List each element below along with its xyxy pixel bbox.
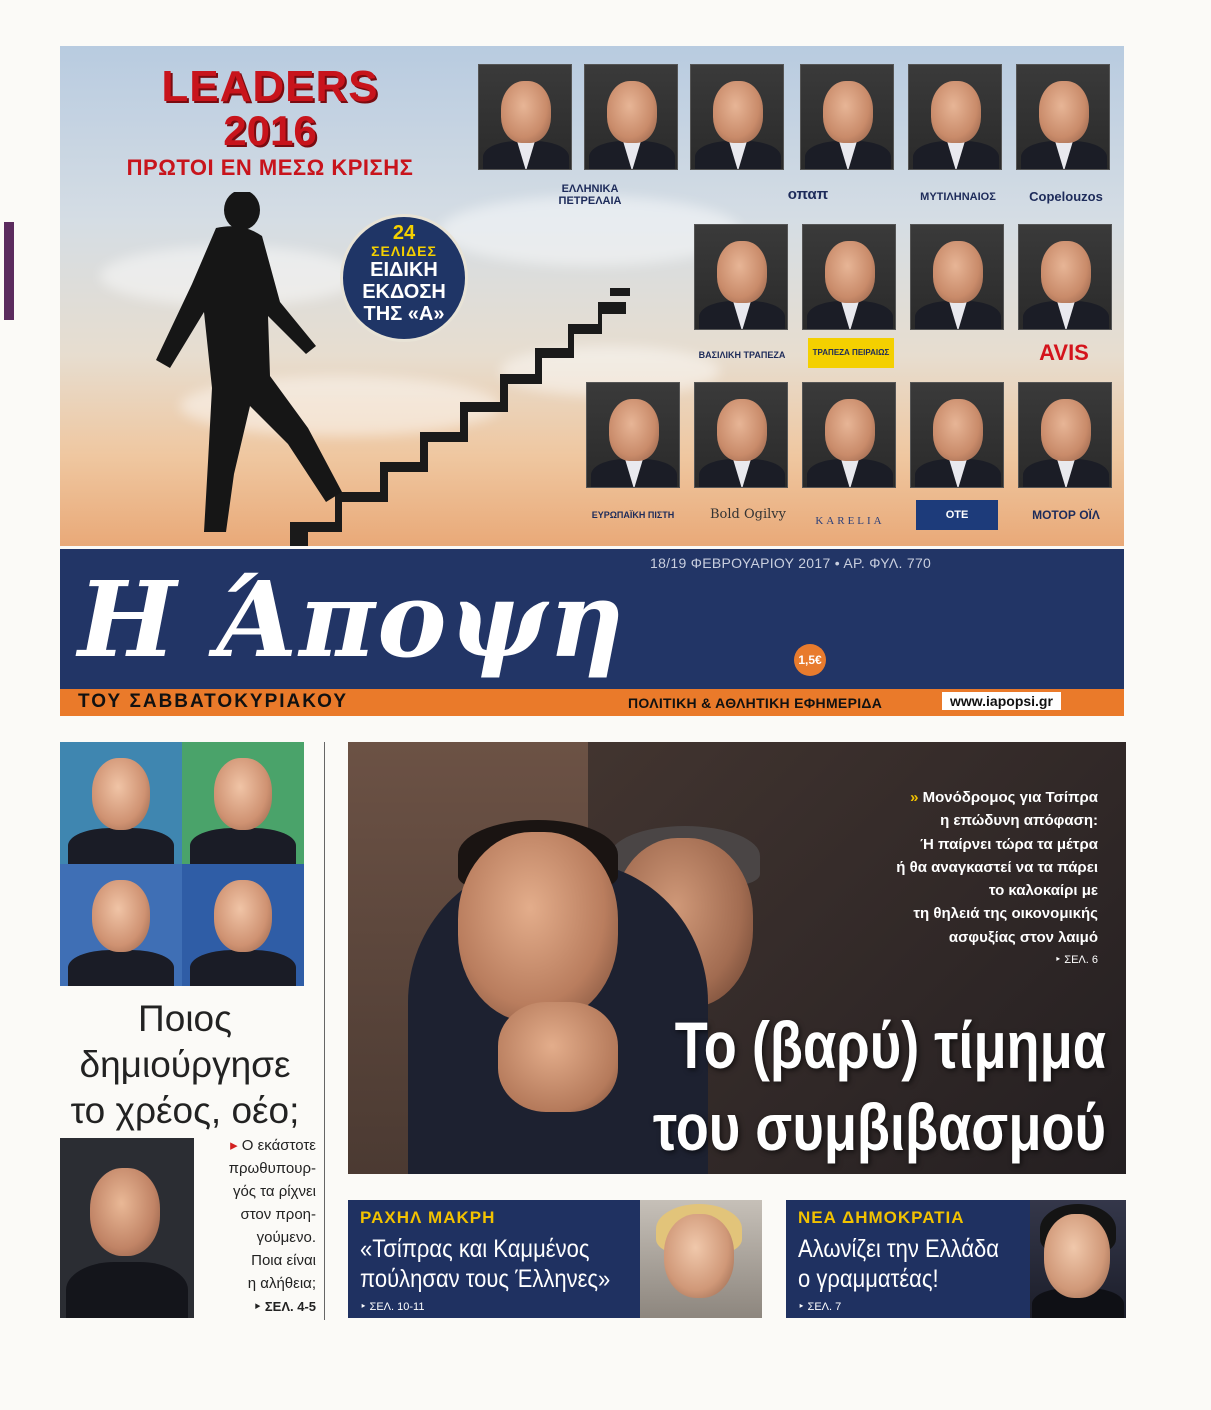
story-box-makri[interactable] bbox=[348, 1200, 762, 1318]
page-edge-mark bbox=[4, 222, 14, 320]
box-headline-line: ο γραμματέας! bbox=[798, 1265, 939, 1293]
page-ref-arrow-icon: ‣ bbox=[253, 1299, 265, 1314]
paper-description: ΠΟΛΙΤΙΚΗ & ΑΘΛΗΤΙΚΗ ΕΦΗΜΕΡΙΔΑ bbox=[628, 695, 883, 711]
badge-line4: ΕΚΔΟΣΗ bbox=[362, 281, 446, 303]
newspaper-title[interactable]: Η Άποψη bbox=[78, 558, 627, 681]
prime-ministers-grid[interactable] bbox=[60, 742, 304, 986]
leaders-banner[interactable] bbox=[60, 46, 1124, 546]
logo-bank: ΒΑΣΙΛΙΚΗ ΤΡΑΠΕΖΑ bbox=[698, 350, 786, 360]
badge-line5: ΤΗΣ «Α» bbox=[363, 303, 445, 325]
leader-portrait bbox=[694, 224, 788, 330]
copy-line: Ποια είναι bbox=[251, 1252, 316, 1269]
main-story-deck bbox=[818, 786, 1098, 972]
leader-portrait bbox=[1018, 382, 1112, 488]
main-headline bbox=[647, 1004, 1106, 1168]
logo-opap: οπαπ bbox=[787, 186, 829, 203]
leader-portrait bbox=[908, 64, 1002, 170]
varoufakis-photo bbox=[60, 1138, 194, 1318]
leaders-title: LEADERS bbox=[161, 62, 379, 111]
badge-line3: ΕΙΔΙΚΗ bbox=[370, 259, 438, 281]
copy-line: πρωθυπουρ- bbox=[228, 1160, 316, 1177]
logo-hellenic-petroleum: ΕΛΛΗΝΙΚΑ ΠΕΤΡΕΛΑΙΑ bbox=[558, 183, 622, 207]
page-ref[interactable]: ΣΕΛ. 10-11 bbox=[369, 1301, 425, 1313]
main-headline-line: του συμβιβασμού bbox=[653, 1090, 1106, 1164]
special-edition-badge bbox=[340, 214, 468, 342]
left-headline[interactable] bbox=[60, 996, 310, 1134]
box-headline bbox=[360, 1234, 610, 1294]
leader-portrait bbox=[802, 382, 896, 488]
logo-bold-ogilvy: Bold Ogilvy bbox=[710, 507, 786, 522]
deck-line: τη θηλειά της οικονομικής bbox=[913, 905, 1098, 923]
logo-avis: AVIS bbox=[1039, 340, 1089, 365]
edition-label: ΤΟΥ ΣΑΒΒΑΤΟΚΥΡΙΑΚΟΥ bbox=[78, 691, 349, 712]
price-badge: 1,5€ bbox=[794, 644, 826, 676]
makri-photo bbox=[640, 1200, 762, 1318]
left-headline-line: το χρέος, οέο; bbox=[70, 1090, 300, 1131]
website-link[interactable]: www.iapopsi.gr bbox=[942, 692, 1061, 710]
deck-line: η επώδυνη απόφαση: bbox=[940, 812, 1098, 830]
box-headline-line: «Τσίπρας και Καμμένος bbox=[360, 1235, 590, 1263]
leader-portrait bbox=[694, 382, 788, 488]
red-arrow-icon: ▸ bbox=[230, 1137, 242, 1154]
secretary-photo bbox=[1030, 1200, 1126, 1318]
leader-portrait bbox=[690, 64, 784, 170]
left-story-copy bbox=[196, 1134, 316, 1318]
column-divider bbox=[324, 742, 325, 1320]
masthead bbox=[60, 549, 1124, 689]
box-headline-line: πούλησαν τους Έλληνες» bbox=[360, 1265, 611, 1293]
deck-line: Ή παίρνει τώρα τα μέτρα bbox=[920, 835, 1098, 853]
leader-portrait bbox=[802, 224, 896, 330]
masthead-strip bbox=[60, 689, 1124, 716]
badge-pages-label: ΣΕΛΙΔΕΣ bbox=[371, 243, 437, 259]
main-headline-line: Το (βαρύ) τίμημα bbox=[674, 1008, 1106, 1082]
logo-eurolife: ΕΥΡΩΠΑΪΚΗ ΠΙΣΤΗ bbox=[591, 510, 675, 520]
logo-motor-oil: ΜΟΤΟΡ ΟΪΛ bbox=[1032, 508, 1100, 522]
page-ref-arrow-icon: ‣ bbox=[360, 1301, 370, 1313]
box-headline bbox=[798, 1234, 999, 1294]
page-ref[interactable]: ΣΕΛ. 6 bbox=[1064, 954, 1098, 967]
box-kicker: ΝΕΑ ΔΗΜΟΚΡΑΤΙΑ bbox=[798, 1208, 965, 1227]
copy-line: στον προη- bbox=[240, 1206, 316, 1223]
leader-portrait bbox=[586, 382, 680, 488]
main-story[interactable] bbox=[348, 742, 1126, 1174]
issue-date: 18/19 ΦΕΒΡΟΥΑΡΙΟΥ 2017 • ΑΡ. ΦΥΛ. 770 bbox=[650, 555, 932, 571]
box-kicker: ΡΑΧΗΛ ΜΑΚΡΗ bbox=[360, 1208, 496, 1227]
page-ref-arrow-icon: ‣ bbox=[798, 1301, 808, 1313]
leader-portrait bbox=[1016, 64, 1110, 170]
copy-line: η αλήθεια; bbox=[247, 1275, 316, 1292]
leaders-title-block bbox=[80, 64, 460, 182]
double-arrow-icon: » bbox=[910, 789, 923, 806]
logo-mytilineos: ΜΥΤΙΛΗΝΑΙΟΣ bbox=[920, 191, 996, 203]
leader-portrait bbox=[478, 64, 572, 170]
page-ref[interactable]: ΣΕΛ. 7 bbox=[807, 1301, 842, 1313]
pm-photo bbox=[60, 742, 182, 864]
leader-portrait bbox=[910, 382, 1004, 488]
pm-photo bbox=[60, 864, 182, 986]
pm-photo bbox=[182, 742, 304, 864]
logo-copelouzos: Copelouzos bbox=[1029, 189, 1103, 204]
copy-line: Ο εκάστοτε bbox=[241, 1137, 316, 1154]
left-headline-line: Ποιος bbox=[138, 998, 232, 1039]
deck-line: ασφυξίας στον λαιμό bbox=[948, 928, 1098, 946]
deck-line: το καλοκαίρι με bbox=[988, 882, 1098, 900]
leaders-year: 2016 bbox=[223, 107, 317, 154]
leaders-subtitle: ΠΡΩΤΟΙ ΕΝ ΜΕΣΩ ΚΡΙΣΗΣ bbox=[126, 155, 414, 180]
logo-ote: OTE bbox=[916, 500, 998, 530]
leader-portrait bbox=[584, 64, 678, 170]
pm-photo bbox=[182, 864, 304, 986]
page-ref-arrow-icon: ‣ bbox=[1054, 954, 1065, 967]
deck-line: ή θα αναγκαστεί να τα πάρει bbox=[896, 858, 1098, 876]
badge-pages-count: 24 bbox=[392, 222, 416, 244]
left-headline-line: δημιούργησε bbox=[79, 1044, 291, 1085]
box-headline-line: Αλωνίζει την Ελλάδα bbox=[798, 1235, 999, 1263]
leader-portrait bbox=[800, 64, 894, 170]
leader-portrait bbox=[1018, 224, 1112, 330]
copy-line: γός τα ρίχνει bbox=[232, 1183, 316, 1200]
copy-line: γούμενο. bbox=[256, 1229, 316, 1246]
logo-karelia: KARELIA bbox=[815, 515, 885, 527]
deck-line: Μονόδρομος για Τσίπρα bbox=[922, 789, 1098, 806]
story-box-nd[interactable] bbox=[786, 1200, 1126, 1318]
logo-piraeus-bank: ΤΡΑΠΕΖΑ ΠΕΙΡΑΙΩΣ bbox=[808, 338, 894, 368]
leader-portrait bbox=[910, 224, 1004, 330]
page-ref[interactable]: ΣΕΛ. 4-5 bbox=[264, 1299, 316, 1314]
